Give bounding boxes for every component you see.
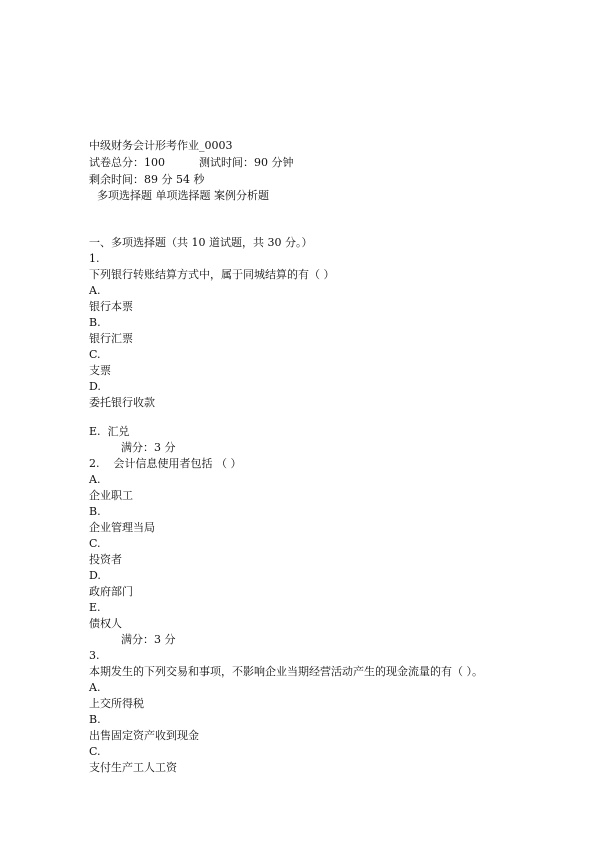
question-text: 下列银行转账结算方式中，属于同城结算的有（ ）: [89, 268, 335, 281]
option-text: 委托银行收款: [89, 396, 155, 409]
exam-info-row: [89, 155, 294, 170]
option-label[interactable]: A.: [89, 284, 101, 297]
option-label[interactable]: B.: [89, 316, 101, 329]
question-score: 满分：3 分: [121, 633, 176, 646]
option-text: 债权人: [89, 617, 122, 630]
option-label[interactable]: A.: [89, 681, 101, 694]
option-label[interactable]: A.: [89, 473, 101, 486]
option-label[interactable]: E.: [89, 425, 101, 438]
document-title: 中级财务会计形考作业_0003: [89, 139, 233, 152]
remaining-time: 剩余时间：89 分 54 秒: [89, 173, 205, 186]
option-text: 出售固定资产收到现金: [89, 729, 199, 742]
option-text: 支付生产工人工资: [89, 761, 177, 774]
option-text: 汇兑: [107, 425, 130, 438]
total-score: 试卷总分：100: [89, 156, 165, 169]
question-header-row: [89, 456, 242, 471]
option-label[interactable]: D.: [89, 380, 101, 393]
question-text: 会计信息使用者包括 （ ）: [113, 457, 242, 470]
question-score: 满分：3 分: [121, 441, 176, 454]
option-text: 企业职工: [89, 489, 133, 502]
option-label[interactable]: B.: [89, 713, 101, 726]
question-number: 1.: [89, 252, 100, 265]
option-label[interactable]: B.: [89, 505, 101, 518]
section-heading: 一、多项选择题（共 10 道试题，共 30 分。）: [89, 236, 313, 249]
option-text: 银行本票: [89, 300, 133, 313]
option-row-e[interactable]: [89, 424, 130, 439]
option-label[interactable]: D.: [89, 569, 101, 582]
section-navigation[interactable]: 多项选择题 单项选择题 案例分析题: [97, 189, 269, 202]
option-label[interactable]: E.: [89, 601, 101, 614]
test-time: 测试时间：90 分钟: [199, 156, 294, 169]
question-number: 2.: [89, 457, 100, 470]
option-text: 上交所得税: [89, 697, 144, 710]
question-number: 3.: [89, 649, 100, 662]
option-label[interactable]: C.: [89, 745, 101, 758]
option-text: 投资者: [89, 553, 122, 566]
option-text: 银行汇票: [89, 332, 133, 345]
option-label[interactable]: C.: [89, 348, 101, 361]
option-text: 支票: [89, 364, 111, 377]
option-label[interactable]: C.: [89, 537, 101, 550]
option-text: 政府部门: [89, 585, 133, 598]
option-text: 企业管理当局: [89, 521, 155, 534]
question-text: 本期发生的下列交易和事项，不影响企业当期经营活动产生的现金流量的有（ ）。: [89, 665, 483, 678]
